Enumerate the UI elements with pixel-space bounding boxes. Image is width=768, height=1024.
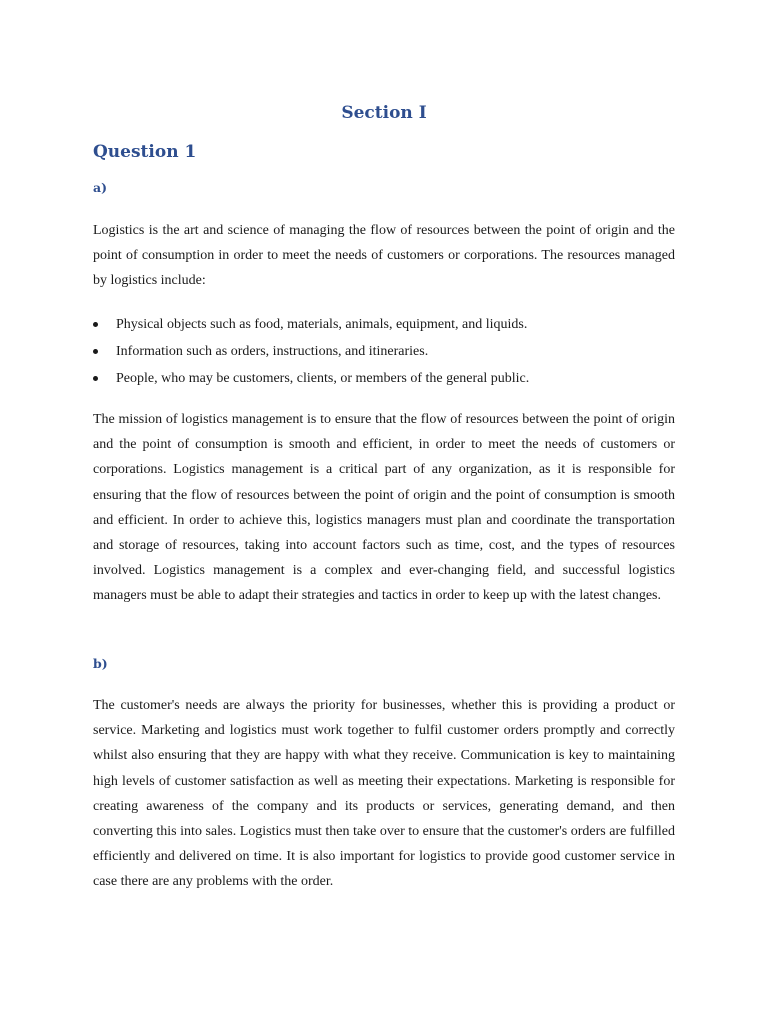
list-item — [93, 365, 675, 392]
bullet-icon — [93, 376, 98, 381]
list-item — [93, 311, 675, 338]
list-item-text: Information such as orders, instructions, and itineraries. — [116, 344, 429, 359]
list-item-text: Physical objects such as food, materials, animals, equipment, and liquids. — [116, 317, 528, 332]
list-item — [93, 338, 675, 365]
part-b-body-paragraph: The customer's needs are always the priority for businesses, whether this is providing a product or service. Marketing and logistics must work together to fulfil customer orders promptly and correctly whilst also ensuring that they are happy with what they receive. Communication is key to maintaining high levels of customer satisfaction as well as meeting their expectations. Marketing is responsible for creating awareness of the company and its products or services, generating demand, and then converting this into sales. Logistics must then take over to ensure that the customer's orders are fulfilled efficiently and delivered on time. It is also important for logistics to provide good customer service in case there are any problems with the order. — [93, 698, 675, 890]
bullet-icon — [93, 349, 98, 354]
list-item-text: People, who may be customers, clients, or members of the general public. — [116, 371, 530, 386]
part-a-body-paragraph: The mission of logistics management is to ensure that the flow of resources between the point of origin and the point of consumption is smooth and efficient, in order to meet the needs of customers or corporations. Logistics management is a critical part of any organization, as it is responsible for ensuring that the flow of resources between the point of origin and the point of consumption is smooth and efficient. In order to achieve this, logistics managers must plan and coordinate the transportation and storage of resources, taking into account factors such as time, cost, and the types of resources involved. Logistics management is a complex and ever-changing field, and successful logistics managers must be able to adapt their strategies and tactics in order to keep up with the latest changes. — [93, 412, 675, 604]
section-title: Section I — [341, 103, 427, 123]
question-title: Question 1 — [93, 142, 197, 162]
part-a-label: a) — [93, 180, 108, 195]
bullet-icon — [93, 322, 98, 327]
part-b-label: b) — [93, 656, 108, 671]
resource-bullet-list — [93, 311, 675, 392]
part-a-intro-paragraph: Logistics is the art and science of managing the flow of resources between the point of origin and the point of consumption in order to meet the needs of customers or corporations. The resources managed by logistics include: — [93, 223, 675, 289]
